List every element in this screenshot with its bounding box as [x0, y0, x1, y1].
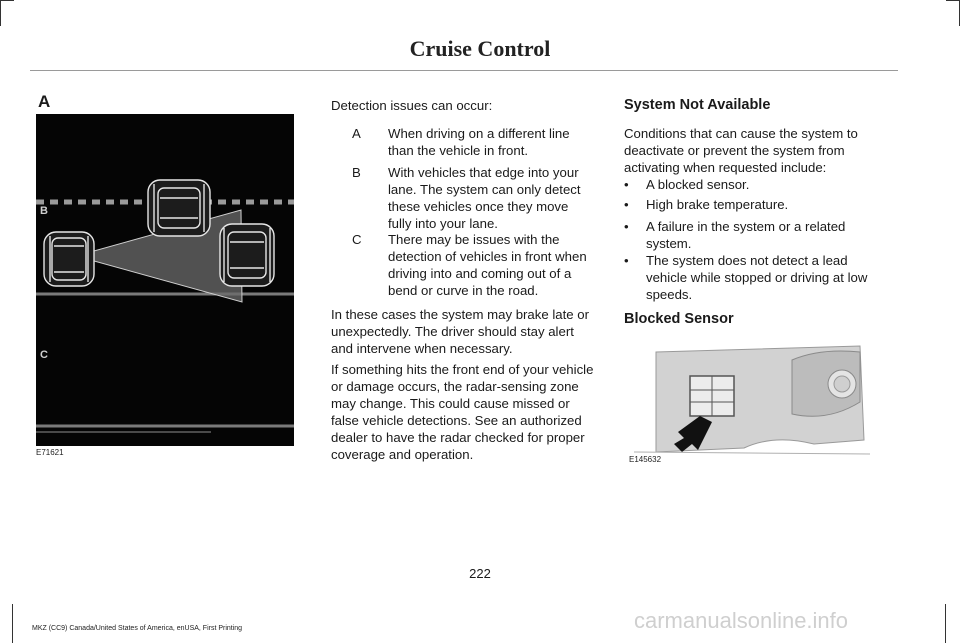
late-braking-paragraph [331, 306, 607, 357]
para-line: and intervene when necessary. [331, 341, 513, 356]
bullet-line: The system does not detect a lead [646, 253, 848, 268]
figure-code: E145632 [629, 455, 662, 464]
detection-intro: Detection issues can occur: [331, 98, 493, 113]
section-heading-blocked-sensor: Blocked Sensor [624, 311, 734, 327]
crop-mark [12, 604, 13, 643]
crop-mark [945, 604, 946, 643]
para-line: Conditions that can cause the system to [624, 126, 858, 141]
para-line: false vehicle detections. See an authorized [331, 413, 582, 428]
section-heading-system-not-available: System Not Available [624, 97, 771, 113]
item-line: detection of vehicles in front when [388, 249, 587, 264]
crop-mark [0, 0, 14, 1]
figure-label-b: B [40, 205, 48, 217]
item-text [388, 164, 636, 232]
blocked-sensor-illustration [624, 340, 870, 460]
para-line: unexpectedly. The driver should stay alert [331, 324, 574, 339]
bullet-line: speeds. [646, 287, 693, 302]
detection-zones-drawing [36, 114, 294, 446]
bullet-line: A blocked sensor. [646, 177, 750, 192]
para-line: If something hits the front end of your vehicle [331, 362, 594, 377]
figure-letter: A [38, 92, 51, 111]
item-line: When driving on a different line [388, 126, 570, 141]
bullet-dot: • [624, 253, 629, 268]
bullet-dot: • [624, 177, 629, 192]
para-line: In these cases the system may brake late or [331, 307, 590, 322]
bullet-line: vehicle while stopped or driving at low [646, 270, 868, 285]
radar-damage-paragraph [331, 361, 607, 463]
conditions-intro [624, 125, 894, 176]
item-key: B [352, 165, 361, 180]
para-line: or damage occurs, the radar-sensing zone [331, 379, 579, 394]
para-line: coverage and operation. [331, 447, 474, 462]
item-line: lane. The system can only detect [388, 182, 581, 197]
footer-text: MKZ (CC9) Canada/United States of America, enUSA, First Printing [32, 625, 243, 632]
para-line: activating when requested include: [624, 160, 827, 175]
page-number: 222 [469, 566, 491, 581]
item-line: There may be issues with the [388, 232, 560, 247]
para-line: deactivate or prevent the system from [624, 143, 845, 158]
bullet-dot: • [624, 197, 629, 212]
item-key: C [352, 232, 362, 247]
item-line: bend or curve in the road. [388, 283, 539, 298]
figure-label-c: C [40, 349, 48, 361]
para-line: dealer to have the radar checked for proper [331, 430, 585, 445]
bullet-line: High brake temperature. [646, 197, 789, 212]
item-key: A [352, 126, 361, 141]
item-line: fully into your lane. [388, 216, 498, 231]
watermark: carmanualsonline.info [634, 608, 849, 633]
item-line: With vehicles that edge into your [388, 165, 579, 180]
figure-code: E71621 [36, 448, 64, 457]
para-line: may change. This could cause missed or [331, 396, 570, 411]
header-divider [30, 70, 898, 71]
item-line: these vehicles once they move [388, 199, 569, 214]
page-title: Cruise Control [409, 36, 551, 61]
bullet-line: system. [646, 236, 692, 251]
crop-mark [0, 0, 1, 26]
item-line: driving into and coming out of a [388, 266, 572, 281]
bullet-dot: • [624, 219, 629, 234]
crop-mark [946, 0, 960, 1]
bumper-sensor-drawing [624, 340, 870, 460]
item-text [388, 231, 636, 299]
bullet-line: A failure in the system or a related [646, 219, 846, 234]
item-text [388, 125, 636, 159]
detection-zones-illustration [36, 114, 294, 446]
item-line: than the vehicle in front. [388, 143, 529, 158]
